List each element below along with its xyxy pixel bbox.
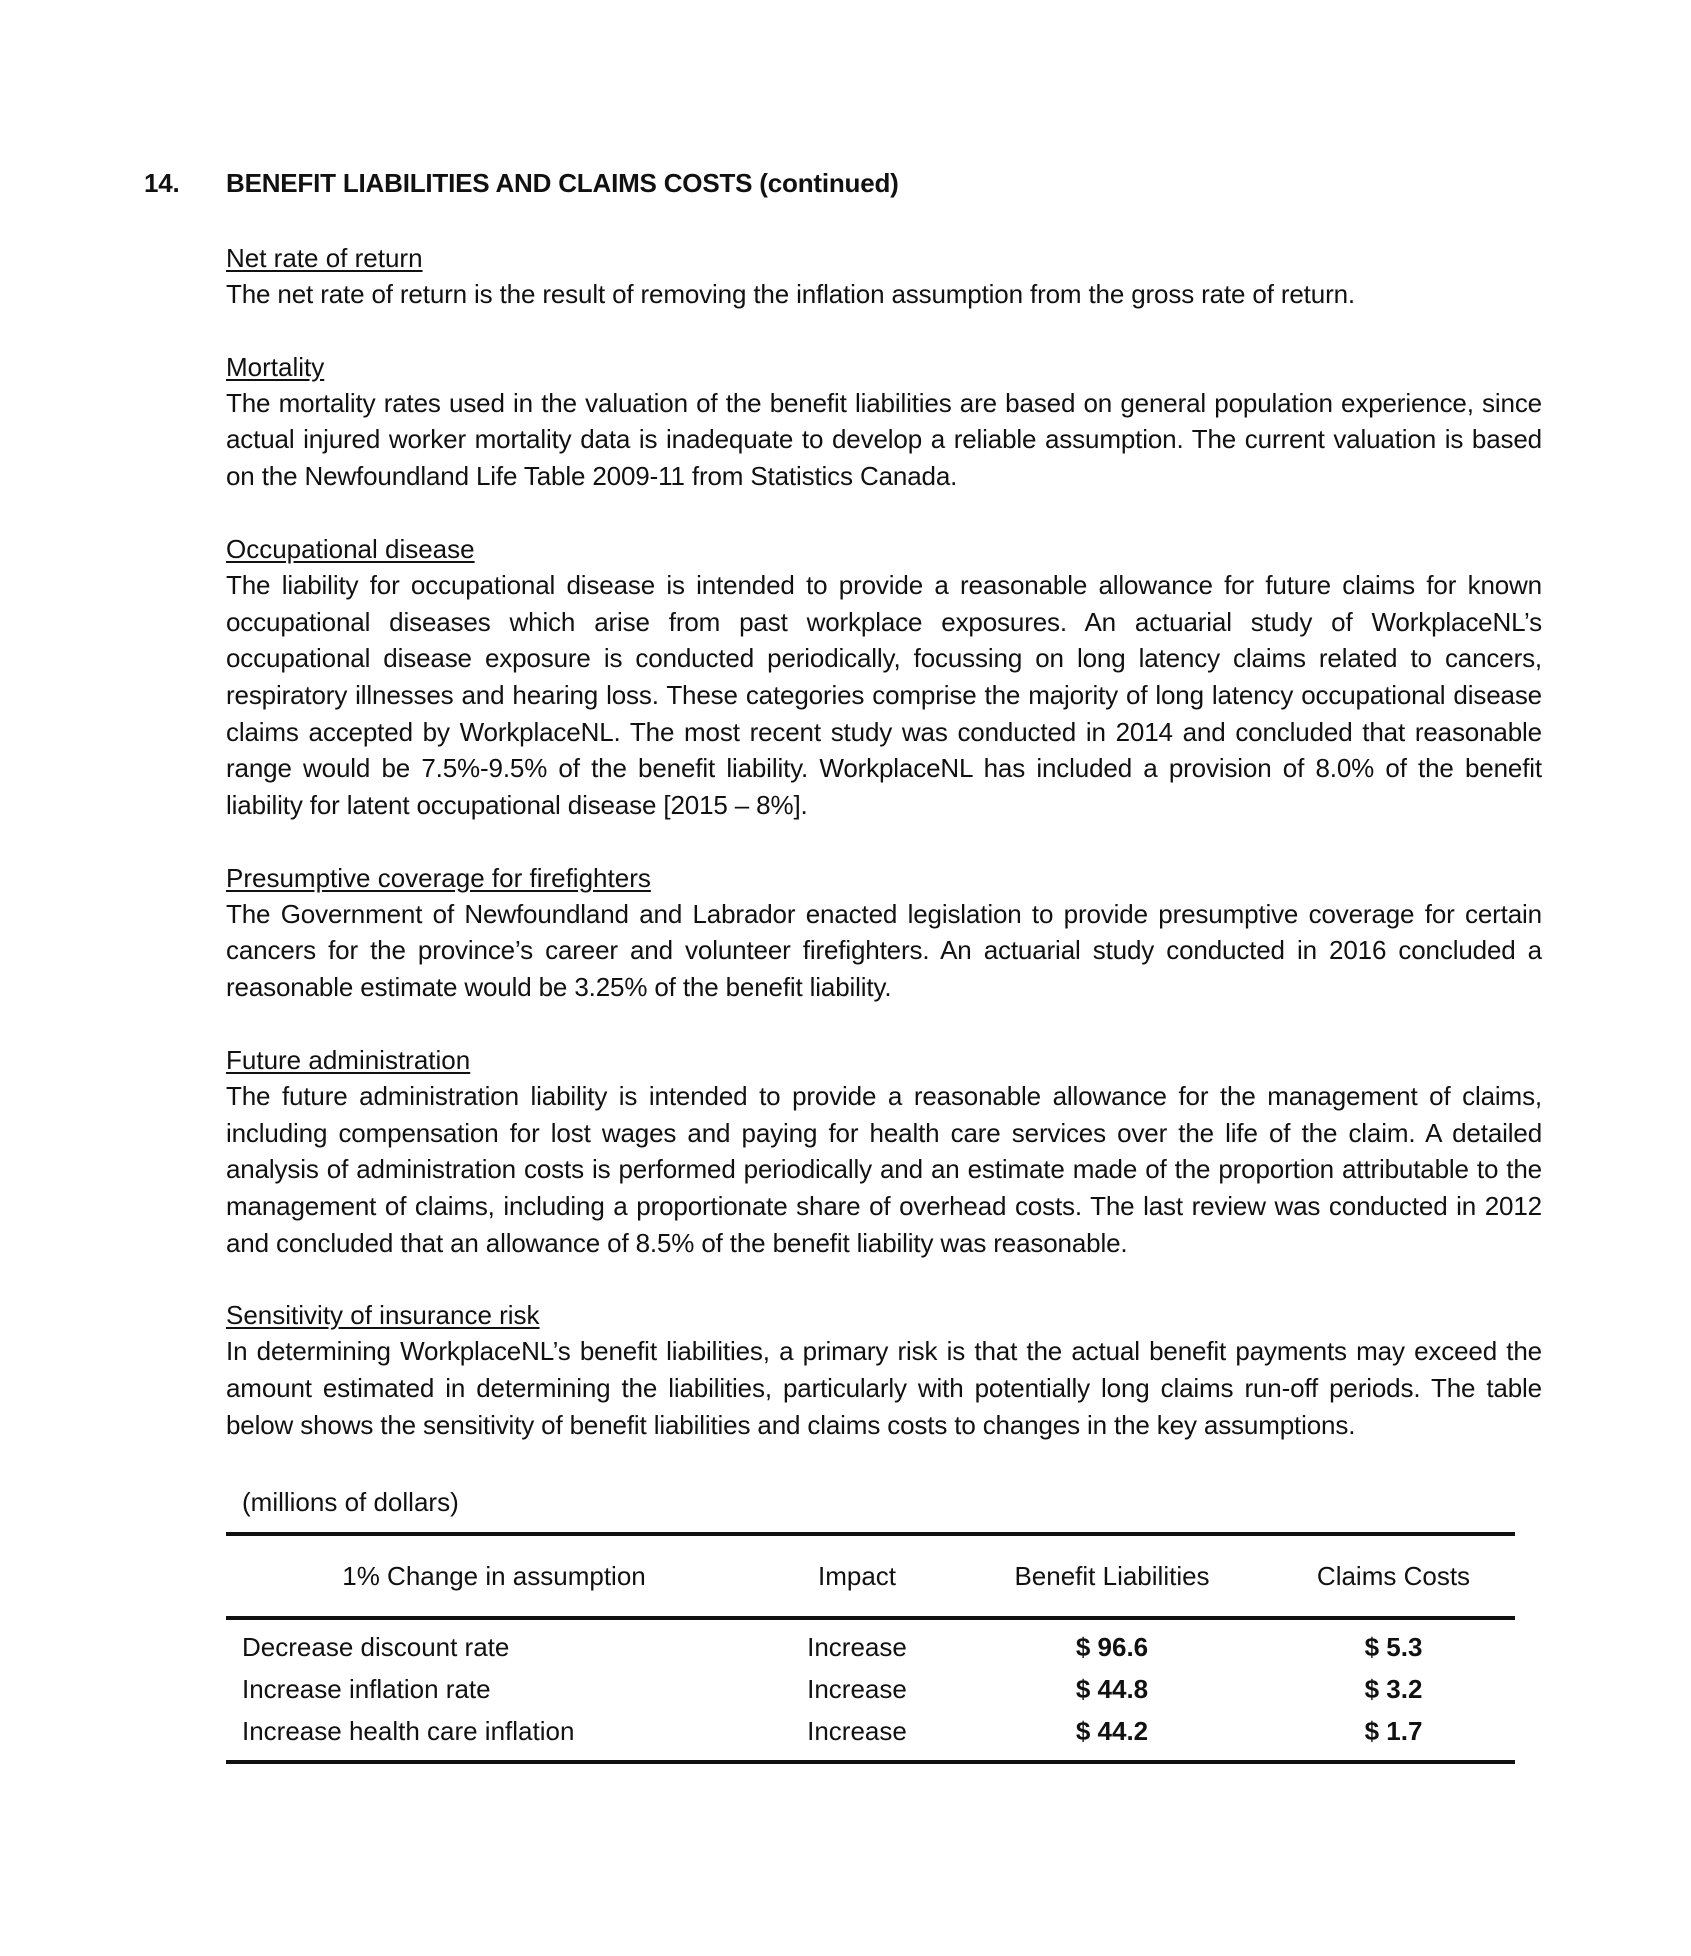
subsection-title: Sensitivity of insurance risk	[226, 1300, 540, 1331]
mortality-section	[226, 349, 1542, 495]
assumption-cell: Increase inflation rate	[242, 1673, 491, 1704]
subsection-body: The net rate of return is the result of removing the inflation assumption from the gross rate of return.	[226, 279, 1355, 309]
subsection-title: Occupational disease	[226, 533, 475, 564]
document-body	[226, 240, 1542, 1764]
table-header-row	[226, 1534, 1515, 1618]
subsection-title: Mortality	[226, 351, 325, 382]
table-row	[226, 1668, 1515, 1710]
sensitivity-table	[226, 1532, 1515, 1764]
subsection-title: Future administration	[226, 1044, 471, 1075]
net-rate-of-return-section	[226, 240, 1542, 313]
impact-cell: Increase	[807, 1631, 907, 1662]
claims-costs-cell: $ 1.7	[1364, 1715, 1423, 1746]
section-number: 14.	[144, 168, 180, 198]
subsection-body: In determining WorkplaceNL’s benefit liabilities, a primary risk is that the actual benefit payments may exceed the amount estimated in determining the liabilities, particularly with potentially long claims run-off periods. The table below shows the sensitivity of benefit liabilities and claims costs to changes in the key assumptions.	[226, 1336, 1542, 1440]
claims-costs-cell: $ 5.3	[1364, 1631, 1423, 1662]
subsection-body: The mortality rates used in the valuation of the benefit liabilities are based on general population experience, since actual injured worker mortality data is inadequate to develop a reliable assumption. The current valuation is based on the Newfoundland Life Table 2009-11 from Statistics Canada.	[226, 387, 1542, 492]
table-row	[226, 1710, 1515, 1762]
benefit-liabilities-cell: $ 96.6	[1075, 1631, 1149, 1662]
benefit-liabilities-cell: $ 44.8	[1075, 1673, 1149, 1704]
subsection-body: The future administration liability is intended to provide a reasonable allowance for the management of claims, including compensation for lost wages and paying for health care services over the life of the claim. A detailed analysis of administration costs is performed periodically and an estimate made of the proportion attributable to the management of claims, including a proportionate share of overhead costs. The last review was conducted in 2012 and concluded that an allowance of 8.5% of the benefit liability was reasonable.	[226, 1080, 1542, 1258]
table-row	[226, 1618, 1515, 1668]
subsection-title: Presumptive coverage for firefighters	[226, 862, 651, 893]
table-units-label: (millions of dollars)	[242, 1487, 459, 1518]
impact-cell: Increase	[807, 1715, 907, 1746]
header-impact: Impact	[817, 1560, 897, 1591]
section-heading	[144, 168, 899, 199]
header-claims-costs: Claims Costs	[1316, 1560, 1471, 1591]
claims-costs-cell: $ 3.2	[1364, 1673, 1423, 1704]
sensitivity-section	[226, 1297, 1542, 1443]
subsection-body: The Government of Newfoundland and Labrador enacted legislation to provide presumptive coverage for certain cancers for the province’s career and volunteer firefighters. An actuarial study conducted in 2016 concluded a reasonable estimate would be 3.25% of the benefit liability.	[226, 898, 1542, 1003]
section-title: BENEFIT LIABILITIES AND CLAIMS COSTS (continued)	[226, 168, 899, 198]
future-administration-section	[226, 1042, 1542, 1262]
subsection-body: The liability for occupational disease is intended to provide a reasonable allowance for future claims for known occupational diseases which arise from past workplace exposures. An actuarial study of WorkplaceNL’s occupational disease exposure is conducted periodically, focussing on long latency claims related to cancers, respiratory illnesses and hearing loss. These categories comprise the majority of long latency occupational disease claims accepted by WorkplaceNL. The most recent study was conducted in 2014 and concluded that reasonable range would be 7.5%-9.5% of the benefit liability. WorkplaceNL has included a provision of 8.0% of the benefit liability for latent occupational disease [2015 – 8%].	[226, 569, 1542, 821]
header-benefit-liabilities: Benefit Liabilities	[1014, 1560, 1210, 1591]
subsection-title: Net rate of return	[226, 243, 423, 273]
header-change-in-assumption: 1% Change in assumption	[342, 1560, 646, 1591]
occupational-disease-section	[226, 531, 1542, 824]
benefit-liabilities-cell: $ 44.2	[1075, 1715, 1149, 1746]
assumption-cell: Decrease discount rate	[242, 1631, 510, 1662]
assumption-cell: Increase health care inflation	[242, 1715, 575, 1746]
presumptive-coverage-section	[226, 860, 1542, 1006]
impact-cell: Increase	[807, 1673, 907, 1704]
